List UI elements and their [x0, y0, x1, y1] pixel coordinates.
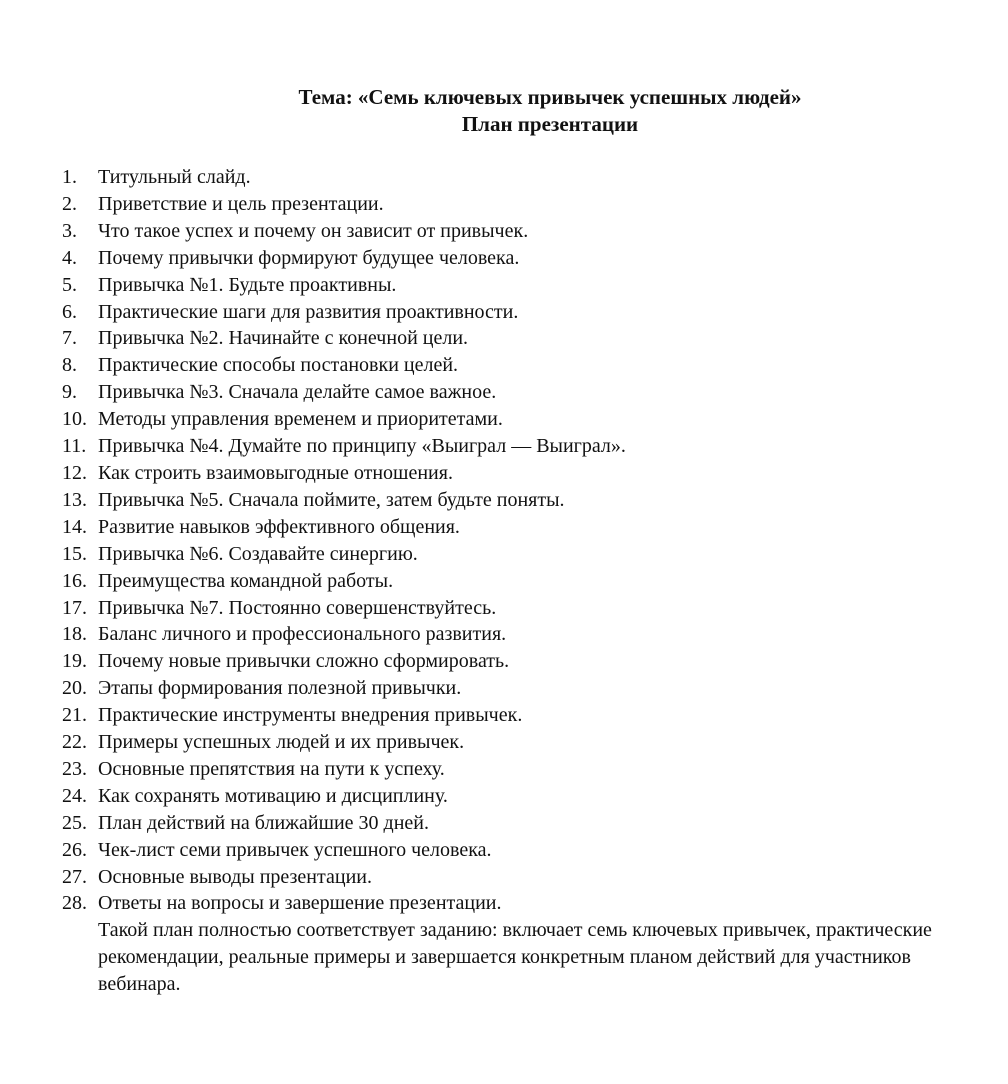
- list-item-text: Чек-лист семи привычек успешного человека.: [98, 838, 492, 861]
- list-item: [62, 245, 626, 272]
- list-item: [62, 702, 626, 729]
- list-item-number: 19.: [62, 650, 87, 673]
- list-item-number: 1.: [62, 166, 77, 188]
- list-item-text: Привычка №5. Сначала поймите, затем будьте поняты.: [98, 488, 565, 511]
- list-item-number: 7.: [62, 327, 77, 350]
- list-item-number: 22.: [62, 731, 87, 754]
- plan-list: [62, 164, 626, 917]
- list-item: [62, 729, 626, 756]
- list-item-text: Привычка №4. Думайте по принципу «Выиграл — Выиграл».: [98, 435, 626, 458]
- list-item-text: Развитие навыков эффективного общения.: [98, 515, 460, 538]
- list-item-text: Практические инструменты внедрения привычек.: [98, 704, 523, 727]
- list-item: [62, 352, 626, 379]
- list-item-number: 27.: [62, 865, 87, 888]
- list-item-text: Привычка №7. Постоянно совершенствуйтесь.: [98, 596, 497, 619]
- list-item-number: 4.: [62, 246, 77, 269]
- list-item-text: Привычка №3. Сначала делайте самое важное.: [98, 381, 497, 404]
- list-item: [62, 514, 626, 541]
- list-item-number: 12.: [62, 461, 87, 484]
- document-header: [0, 84, 1008, 138]
- list-item: [62, 675, 626, 702]
- list-item-number: 20.: [62, 677, 87, 700]
- list-item-text: Почему новые привычки сложно сформировать.: [98, 650, 510, 673]
- list-item-number: 15.: [62, 542, 87, 565]
- list-item-number: 9.: [62, 381, 77, 404]
- list-item-number: 5.: [62, 273, 77, 296]
- list-item-text: Что такое успех и почему он зависит от привычек.: [98, 219, 529, 242]
- list-item: [62, 864, 626, 891]
- list-item-number: 17.: [62, 596, 87, 619]
- summary-paragraph: Такой план полностью соответствует заданию: включает семь ключевых привычек, практические рекомендации, реальные примеры и завершается конкретным планом действий для участников вебинара.: [98, 919, 932, 995]
- list-item-text: Почему привычки формируют будущее человека.: [98, 246, 520, 269]
- list-item: [62, 433, 626, 460]
- list-item: [62, 191, 626, 218]
- list-item: [62, 272, 626, 299]
- list-item-text: Практические шаги для развития проактивности.: [98, 300, 519, 323]
- list-item-text: Привычка №6. Создавайте синергию.: [98, 542, 418, 565]
- list-item-text: Преимущества командной работы.: [98, 569, 394, 592]
- list-item-text: Привычка №1. Будьте проактивны.: [98, 273, 397, 296]
- list-item-text: Титульный слайд.: [98, 166, 251, 188]
- list-item: [62, 541, 626, 568]
- list-item-number: 18.: [62, 623, 87, 646]
- list-item: [62, 621, 626, 648]
- list-item-number: 10.: [62, 408, 87, 431]
- list-item: [62, 648, 626, 675]
- list-item-text: Ответы на вопросы и завершение презентации.: [98, 892, 502, 915]
- list-item-text: План действий на ближайшие 30 дней.: [98, 811, 430, 834]
- list-item: [62, 406, 626, 433]
- list-item: [62, 810, 626, 837]
- list-item-text: Основные препятствия на пути к успеху.: [98, 757, 445, 780]
- list-item: [62, 460, 626, 487]
- list-item-number: 11.: [62, 435, 87, 458]
- list-item: [62, 379, 626, 406]
- document-title: Тема: «Семь ключевых привычек успешных людей»: [298, 85, 802, 109]
- list-item-number: 14.: [62, 515, 87, 538]
- list-item-text: Как сохранять мотивацию и дисциплину.: [98, 784, 448, 807]
- list-item: [62, 890, 626, 917]
- list-item: [62, 325, 626, 352]
- document-subtitle: План презентации: [461, 112, 639, 136]
- list-item-number: 21.: [62, 704, 87, 727]
- list-item-number: 3.: [62, 219, 77, 242]
- list-item-number: 28.: [62, 892, 87, 915]
- list-item-number: 23.: [62, 757, 87, 780]
- list-item: [62, 595, 626, 622]
- list-item: [62, 487, 626, 514]
- list-item-number: 2.: [62, 192, 77, 215]
- list-item: [62, 299, 626, 326]
- list-item: [62, 164, 626, 191]
- list-item-text: Основные выводы презентации.: [98, 865, 372, 888]
- list-item: [62, 837, 626, 864]
- list-item-number: 13.: [62, 488, 87, 511]
- list-item-text: Этапы формирования полезной привычки.: [98, 677, 462, 700]
- list-item-text: Баланс личного и профессионального развития.: [98, 623, 507, 646]
- list-item-number: 8.: [62, 354, 77, 377]
- list-item: [62, 783, 626, 810]
- list-item-text: Приветствие и цель презентации.: [98, 192, 384, 215]
- list-item-number: 25.: [62, 811, 87, 834]
- list-item: [62, 568, 626, 595]
- list-item-number: 26.: [62, 838, 87, 861]
- list-item-text: Методы управления временем и приоритетами.: [98, 408, 503, 431]
- list-item: [62, 218, 626, 245]
- list-item-number: 24.: [62, 784, 87, 807]
- list-item-text: Привычка №2. Начинайте с конечной цели.: [98, 327, 469, 350]
- list-item: [62, 756, 626, 783]
- list-item-text: Как строить взаимовыгодные отношения.: [98, 461, 453, 484]
- list-item-text: Примеры успешных людей и их привычек.: [98, 731, 465, 754]
- list-item-number: 16.: [62, 569, 87, 592]
- list-item-number: 6.: [62, 300, 77, 323]
- list-item-text: Практические способы постановки целей.: [98, 354, 459, 377]
